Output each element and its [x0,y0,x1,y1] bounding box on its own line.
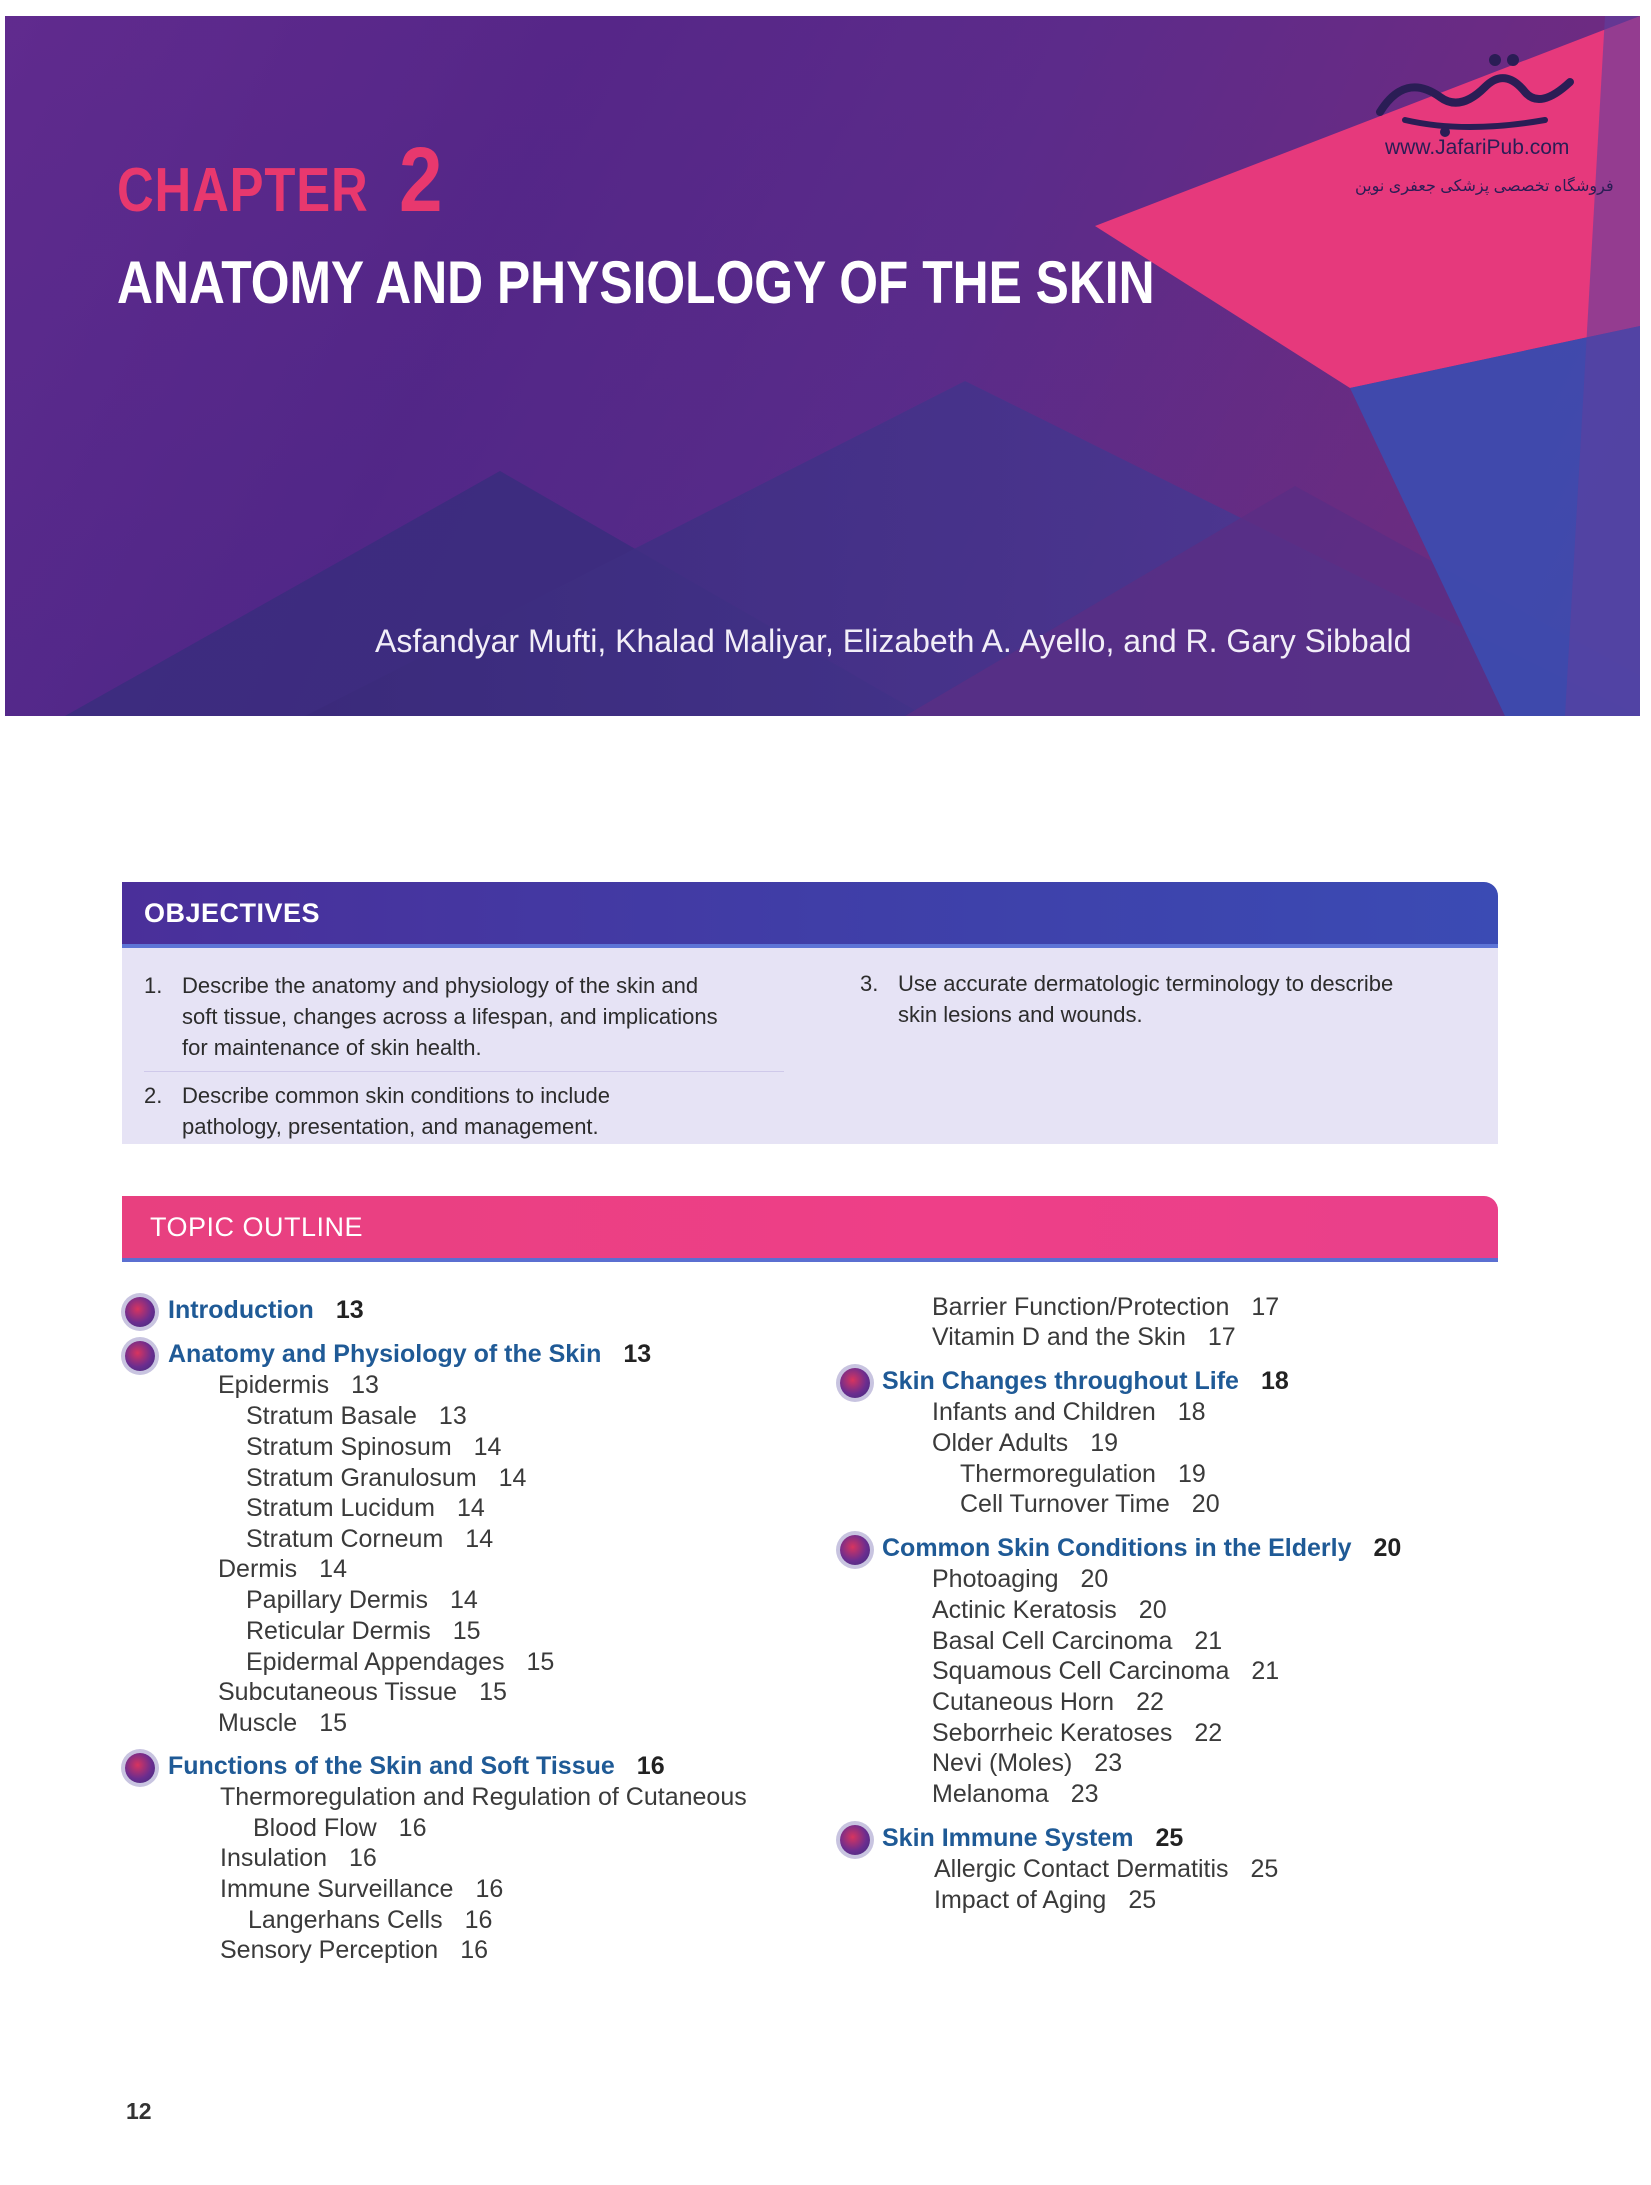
toc-entry[interactable]: Thermoregulation 19 [960,1460,1206,1488]
objective-text [898,968,1393,1030]
section-bullet-icon [840,1368,870,1398]
topic-outline-title: TOPIC OUTLINE [150,1212,364,1242]
objective-item [144,1080,784,1144]
chapter-title: ANATOMY AND PHYSIOLOGY OF THE SKIN [117,249,1155,316]
section-bullet-icon [125,1297,155,1327]
toc-entry[interactable]: Cell Turnover Time 20 [960,1490,1220,1518]
chapter-label [117,128,451,233]
objectives-body [122,948,1498,1144]
topic-outline-header-rule [122,1258,1498,1262]
toc-entry[interactable]: Reticular Dermis 15 [246,1617,481,1645]
objective-line: soft tissue, changes across a lifespan, and implications [182,1004,718,1029]
toc-entry[interactable]: Sensory Perception 16 [220,1936,488,1964]
toc-entry[interactable]: Impact of Aging 25 [934,1886,1157,1914]
toc-entry[interactable]: Dermis 14 [218,1555,347,1583]
chapter-number: 2 [399,129,444,231]
toc-entry[interactable]: Nevi (Moles) 23 [932,1749,1123,1777]
toc-entry-major[interactable]: Skin Immune System 25 [882,1824,1184,1852]
toc-entry[interactable]: Muscle 15 [218,1709,347,1737]
objectives-header [122,882,1498,944]
toc-entry[interactable]: Stratum Spinosum 14 [246,1433,502,1461]
toc-entry[interactable]: Stratum Lucidum 14 [246,1494,485,1522]
toc-entry[interactable]: Barrier Function/Protection 17 [932,1293,1280,1321]
toc-entry[interactable]: Seborrheic Keratoses 22 [932,1719,1223,1747]
toc-entry-major[interactable]: Anatomy and Physiology of the Skin 13 [168,1340,652,1368]
toc-entry[interactable]: Immune Surveillance 16 [220,1875,504,1903]
toc-entry[interactable]: Allergic Contact Dermatitis 25 [934,1855,1279,1883]
toc-entry[interactable]: Basal Cell Carcinoma 21 [932,1627,1223,1655]
toc-entry[interactable]: Subcutaneous Tissue 15 [218,1678,507,1706]
objective-line: Use accurate dermatologic terminology to describe [898,971,1394,996]
toc-entry-major[interactable]: Common Skin Conditions in the Elderly 20 [882,1534,1402,1562]
section-bullet-icon [840,1825,870,1855]
toc-entry[interactable]: Melanoma 23 [932,1780,1099,1808]
toc-entry[interactable]: Insulation 16 [220,1844,377,1872]
objective-divider [144,1071,784,1072]
publisher-persian-text: فروشگاه تخصصی پزشکی جعفری نوین [1355,178,1614,195]
objective-text [182,1080,610,1142]
toc-entry[interactable]: Epidermis 13 [218,1371,379,1399]
objective-text [182,970,718,1063]
objective-number: 3. [860,971,879,996]
publisher-logo-icon [1345,42,1615,142]
objective-line: pathology, presentation, and management. [182,1114,599,1139]
objective-item [860,968,1480,1032]
toc-entry[interactable]: Epidermal Appendages 15 [246,1648,555,1676]
toc-entry-major[interactable]: Introduction 13 [168,1296,364,1324]
toc-entry[interactable]: Blood Flow 16 [253,1814,427,1842]
toc-entry[interactable]: Vitamin D and the Skin 17 [932,1323,1236,1351]
toc-entry[interactable]: Photoaging 20 [932,1565,1109,1593]
toc-entry[interactable]: Langerhans Cells 16 [248,1906,493,1934]
chapter-word: CHAPTER [117,156,369,225]
section-bullet-icon [840,1535,870,1565]
objective-line: for maintenance of skin health. [182,1035,482,1060]
toc-entry[interactable]: Thermoregulation and Regulation of Cutaneous [220,1783,747,1811]
objective-line: Describe common skin conditions to include [182,1083,610,1108]
toc-entry-major[interactable]: Skin Changes throughout Life 18 [882,1367,1289,1395]
objectives-title: OBJECTIVES [144,898,321,928]
topic-outline-header [122,1196,1498,1258]
page-number: 12 [126,2098,152,2124]
toc-entry[interactable]: Squamous Cell Carcinoma 21 [932,1657,1280,1685]
section-bullet-icon [125,1753,155,1783]
toc-entry[interactable]: Stratum Basale 13 [246,1402,467,1430]
toc-entry[interactable]: Cutaneous Horn 22 [932,1688,1164,1716]
section-bullet-icon [125,1341,155,1371]
toc-entry[interactable]: Actinic Keratosis 20 [932,1596,1167,1624]
objective-line: Describe the anatomy and physiology of the skin and [182,973,699,998]
objective-item [144,970,784,1070]
objectives-box [122,882,1498,1144]
publisher-url: www.JafariPub.com [1385,136,1570,159]
chapter-authors: Asfandyar Mufti, Khalad Maliyar, Elizabeth A. Ayello, and R. Gary Sibbald [375,623,1412,659]
toc-entry[interactable]: Infants and Children 18 [932,1398,1206,1426]
toc-entry-major[interactable]: Functions of the Skin and Soft Tissue 16 [168,1752,665,1780]
toc-entry[interactable]: Older Adults 19 [932,1429,1118,1457]
toc-entry[interactable]: Stratum Corneum 14 [246,1525,494,1553]
objective-number: 2. [144,1083,163,1108]
objective-number: 1. [144,973,163,998]
objective-line: skin lesions and wounds. [898,1002,1143,1027]
toc-entry[interactable]: Papillary Dermis 14 [246,1586,478,1614]
toc-entry[interactable]: Stratum Granulosum 14 [246,1464,527,1492]
chapter-banner [5,16,1640,716]
